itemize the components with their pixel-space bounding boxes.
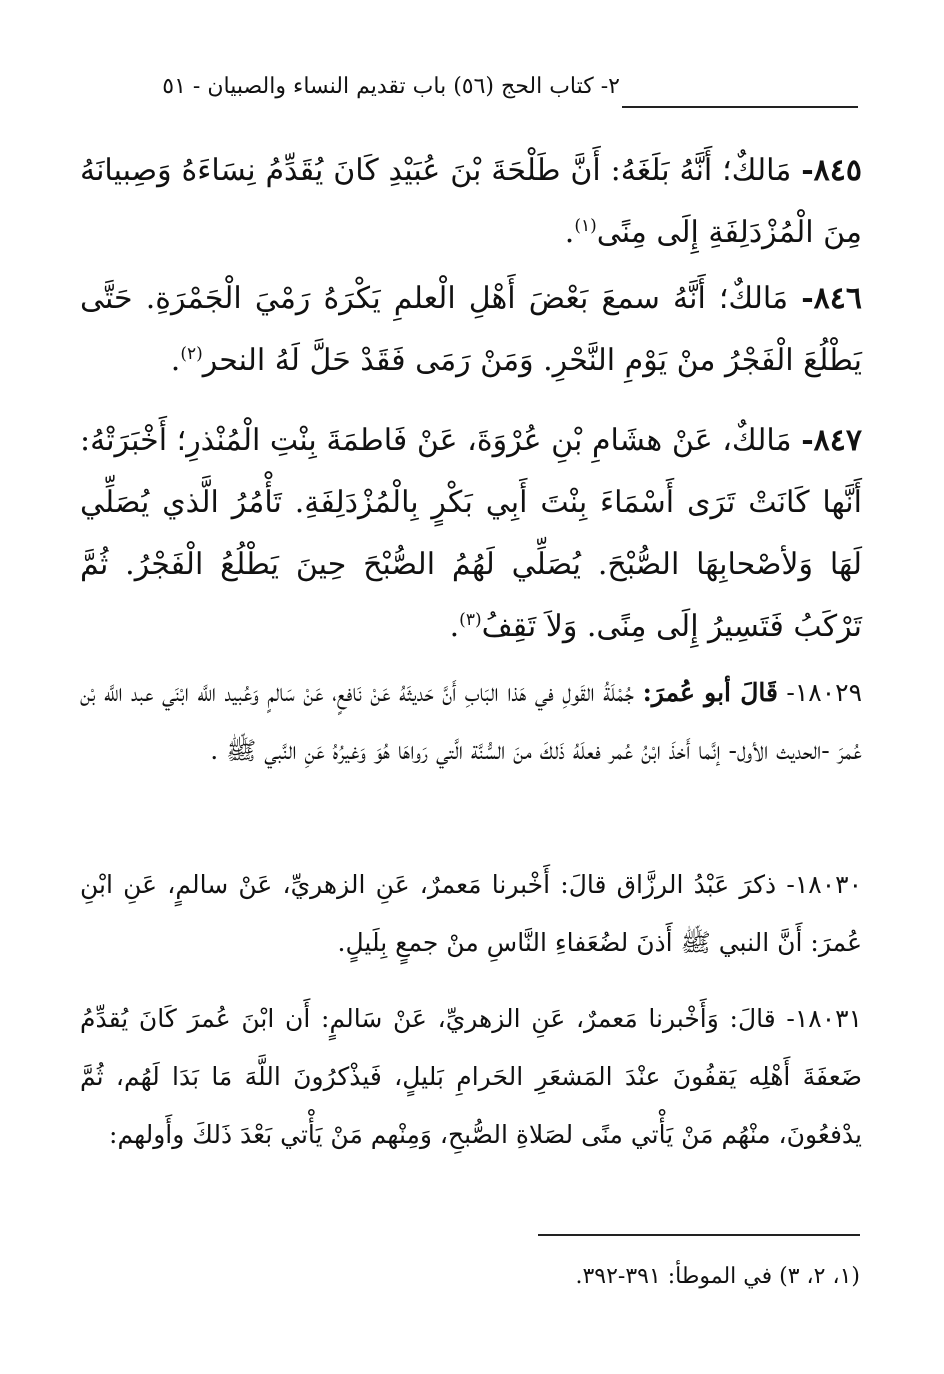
commentary-18030 — [80, 856, 862, 972]
hadith-end: . — [564, 215, 575, 250]
footnote-text: (١، ٢، ٣) في الموطأ: ٣٩١-٣٩٢. — [575, 1264, 860, 1289]
hadith-847 — [80, 410, 862, 658]
commentary-number: ١٨٠٣١- — [786, 1004, 862, 1033]
footnote-marker: (١) — [574, 216, 597, 236]
commentary-text: ذكرَ عَبْدُ الرزَّاق قالَ: أَخْبرنا مَعمرٌ، عَنِ الزهريِّ، عَنْ سالمٍ، عَنِ ابْنِ عُمرَ: أَنَّ النبي ﷺ أَذنَ لضُعَفاءِ النَّاسِ منْ جمعٍ بِلَيلٍ. — [80, 870, 862, 957]
commentary-18031 — [80, 990, 862, 1164]
running-title: ٢- كتاب الحج (٥٦) باب تقديم النساء والصبيان - ٥١ — [162, 74, 620, 99]
hadith-text: مَالكٌ؛ أَنَّهُ بَلَغَهُ: أَنَّ طَلْحَةَ بْنَ عُبَيْدِ كَانَ يُقَدِّمُ نِسَاءَهُ وَصِبيانَهُ مِنَ الْمُزْدَلِفَةِ إِلَى مِنًى — [80, 153, 862, 250]
hadith-number: ٨٤٦- — [801, 281, 862, 316]
hadith-end: . — [170, 343, 181, 378]
commentary-number: ١٨٠٢٩- — [786, 678, 863, 707]
commentary-text: قالَ: وَأَخْبرنا مَعمرٌ، عَنِ الزهريِّ، عَنْ سَالمٍ: أَن ابْنَ عُمرَ كَانَ يُقدِّمُ ضَعفَةَ أَهْلِه يَقفُونَ عنْدَ المَشعَرِ الحَرامِ بَليلٍ، فَيذْكرُونَ اللَّهَ مَا بَدَا لَهُم، ثُمَّ يدْفعُونَ، منْهُم مَنْ يَأْتي منًى لصَلاةِ الصُّبحِ، وَمِنْهم مَنْ يَأْتي بَعْدَ ذَلكَ وأَولهم: — [80, 1004, 862, 1149]
footnote-marker: (٢) — [180, 344, 203, 364]
hadith-846 — [80, 268, 862, 392]
commentary-text: جُمْلَةُ القَولِ في هَذا البَابِ أَنَّ حَديثَهُ عَنْ نَافعٍ، عَنْ سَالمٍ وَعُبيد اللَّه ابْنَي عبد اللَّه بْن عُمرَ -الحديث الأول- إنَّما أَخذَ ابْنُ عُمر فعلَهُ ذَلكَ منَ السُّنَّة الَّتي رَواهَا هُوَ وَغيرُهُ عَنِ النَّبي ﷺ . — [80, 678, 862, 765]
hadith-845 — [80, 140, 862, 264]
header-rule — [622, 106, 858, 108]
footnote-rule — [538, 1234, 860, 1236]
footnote-marker: (٣) — [459, 610, 482, 630]
running-header — [100, 72, 620, 102]
hadith-number: ٨٤٥- — [801, 153, 862, 188]
footnote — [200, 1262, 860, 1292]
hadith-end: . — [449, 609, 460, 644]
commentary-number: ١٨٠٣٠- — [786, 870, 862, 899]
hadith-text: مَالكٌ؛ أَنَّهُ سمعَ بَعْضَ أَهْلِ الْعلمِ يَكْرَهُ رَمْيَ الْجَمْرَةِ. حَتَّى يَطْلُعَ الْفَجْرُ منْ يَوْمِ النَّحْرِ. وَمَنْ رَمَى فَقَدْ حَلَّ لَهُ النحر — [80, 281, 862, 378]
hadith-text: مَالكٌ، عَنْ هشَامِ بْنِ عُرْوَةَ، عَنْ فَاطمَةَ بِنْتِ الْمُنْذرِ؛ أَخْبَرَتْهُ: أَنَّها كَانَتْ تَرَى أَسْمَاءَ بِنْتَ أَبِي بَكْرٍ بِالْمُزْدَلِفَةِ. تَأْمُرُ الَّذي يُصَلِّي لَهَا وَلأصْحابِهَا الصُّبْحَ. يُصَلِّي لَهُمُ الصُّبْحَ حِينَ يَطْلُعُ الْفَجْرُ. ثُمَّ تَرْكَبُ فَتَسِيرُ إِلَى مِنًى. وَلاَ تَقِفُ — [80, 423, 862, 644]
hadith-number: ٨٤٧- — [801, 423, 862, 458]
commentary-18029 — [80, 664, 862, 780]
commentary-speaker: قَالَ أبو عُمرَ: — [642, 678, 778, 707]
